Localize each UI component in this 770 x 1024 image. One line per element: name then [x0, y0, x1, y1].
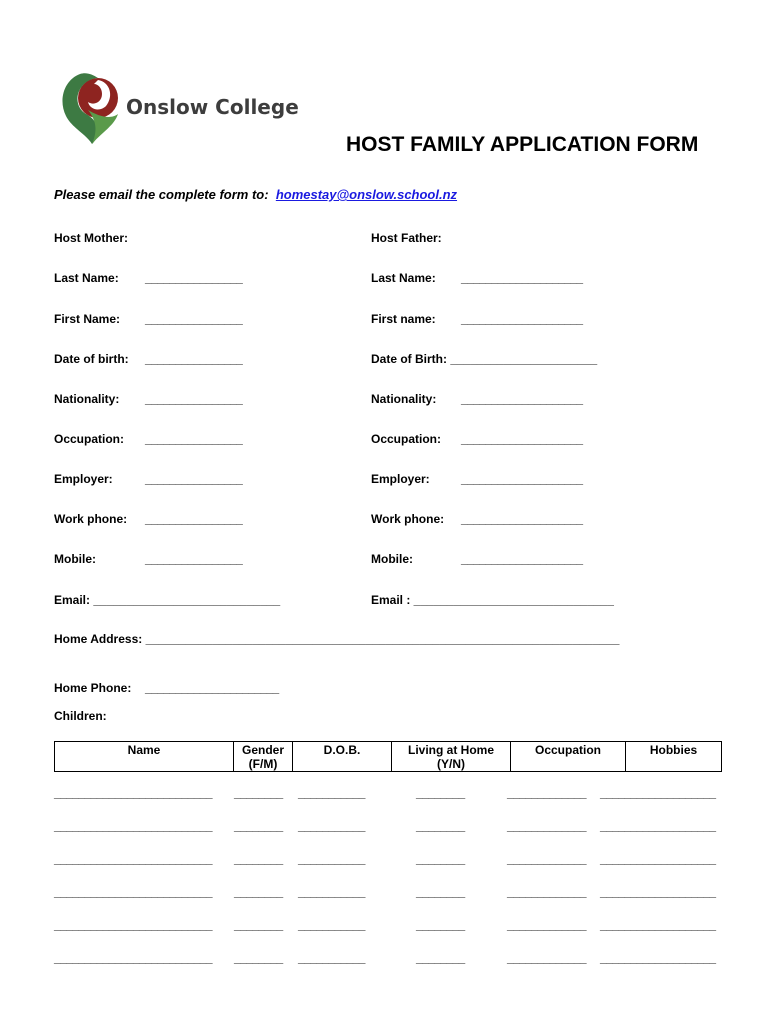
child-row-3-blank[interactable]: __________________________ — [54, 852, 212, 866]
col-header-hobbies: Hobbies — [626, 742, 722, 772]
father-field-blank[interactable]: ____________________ — [461, 512, 583, 526]
host-father-email-field[interactable]: Email : ______________________________ — [371, 593, 614, 607]
child-row-6-blank[interactable]: ___________ — [298, 951, 365, 965]
mother-field-blank[interactable]: ________________ — [145, 392, 243, 406]
father-field-label: Occupation: — [371, 432, 442, 446]
college-name: Onslow College — [126, 95, 299, 119]
child-row-3-blank[interactable]: ___________________ — [600, 852, 716, 866]
child-row-4-blank[interactable]: _____________ — [507, 885, 586, 899]
children-table — [54, 741, 722, 772]
mother-field-blank[interactable]: ________________ — [145, 512, 243, 526]
mother-field-label: Last Name: — [54, 271, 119, 285]
child-row-6-blank[interactable]: ________ — [416, 951, 465, 965]
host-mother-heading: Host Mother: — [54, 231, 128, 245]
mother-field-label: Employer: — [54, 472, 113, 486]
child-row-1-blank[interactable]: ___________ — [298, 786, 365, 800]
mother-field-blank[interactable]: ________________ — [145, 472, 243, 486]
mother-field-label: Work phone: — [54, 512, 128, 526]
father-field-blank[interactable]: ____________________ — [461, 312, 583, 326]
mother-field-blank[interactable]: ________________ — [145, 432, 243, 446]
mother-field-blank[interactable]: ________________ — [145, 312, 243, 326]
child-row-4-blank[interactable]: ________ — [416, 885, 465, 899]
child-row-1-blank[interactable]: ___________________ — [600, 786, 716, 800]
child-row-2-blank[interactable]: ___________ — [298, 819, 365, 833]
child-row-5-blank[interactable]: ___________________ — [600, 918, 716, 932]
child-row-2-blank[interactable]: ________ — [234, 819, 283, 833]
father-field-blank[interactable]: ____________________ — [461, 432, 583, 446]
mother-field-blank[interactable]: ________________ — [145, 352, 243, 366]
child-row-5-blank[interactable]: __________________________ — [54, 918, 212, 932]
host-mother-email-field[interactable]: Email: ____________________________ — [54, 593, 281, 607]
father-field-label: Date of Birth: ______________________ — [371, 352, 598, 366]
home-phone-blank[interactable]: ______________________ — [145, 681, 279, 695]
host-father-heading: Host Father: — [371, 231, 442, 245]
email-instruction — [54, 187, 457, 202]
child-row-1-blank[interactable]: ________ — [234, 786, 283, 800]
father-field-label: First name: — [371, 312, 436, 326]
col-header-occupation: Occupation — [511, 742, 626, 772]
child-row-3-blank[interactable]: ________ — [416, 852, 465, 866]
child-row-3-blank[interactable]: ___________ — [298, 852, 365, 866]
child-row-1-blank[interactable]: __________________________ — [54, 786, 212, 800]
father-field-label: Mobile: — [371, 552, 413, 566]
children-table-header-row — [55, 742, 722, 772]
child-row-5-blank[interactable]: _____________ — [507, 918, 586, 932]
child-row-3-blank[interactable]: _____________ — [507, 852, 586, 866]
father-field-label: Nationality: — [371, 392, 437, 406]
child-row-2-blank[interactable]: __________________________ — [54, 819, 212, 833]
mother-field-label: Date of birth: — [54, 352, 129, 366]
child-row-6-blank[interactable]: ________ — [234, 951, 283, 965]
child-row-1-blank[interactable]: _____________ — [507, 786, 586, 800]
father-field-label: Work phone: — [371, 512, 445, 526]
home-phone-label: Home Phone: — [54, 681, 132, 695]
mother-field-blank[interactable]: ________________ — [145, 271, 243, 285]
child-row-2-blank[interactable]: ___________________ — [600, 819, 716, 833]
child-row-5-blank[interactable]: ________ — [416, 918, 465, 932]
col-header-gender: Gender (F/M) — [234, 742, 293, 772]
mother-field-blank[interactable]: ________________ — [145, 552, 243, 566]
onslow-college-logo — [58, 70, 126, 146]
form-title: HOST FAMILY APPLICATION FORM — [346, 133, 699, 156]
mother-field-label: Mobile: — [54, 552, 96, 566]
father-field-label: Employer: — [371, 472, 430, 486]
children-label: Children: — [54, 709, 107, 723]
child-row-2-blank[interactable]: _____________ — [507, 819, 586, 833]
child-row-6-blank[interactable]: __________________________ — [54, 951, 212, 965]
email-link[interactable]: homestay@onslow.school.nz — [275, 187, 458, 202]
father-field-label: Last Name: — [371, 271, 436, 285]
home-address-field[interactable]: Home Address: _______________________________________________________________________ — [54, 632, 620, 646]
father-field-blank[interactable]: ____________________ — [461, 392, 583, 406]
col-header-dob: D.O.B. — [293, 742, 392, 772]
child-row-6-blank[interactable]: _____________ — [507, 951, 586, 965]
child-row-4-blank[interactable]: __________________________ — [54, 885, 212, 899]
father-field-blank[interactable]: ____________________ — [461, 472, 583, 486]
mother-field-label: First Name: — [54, 312, 121, 326]
col-header-name: Name — [55, 742, 234, 772]
child-row-4-blank[interactable]: ___________________ — [600, 885, 716, 899]
father-field-blank[interactable]: ____________________ — [461, 552, 583, 566]
father-field-blank[interactable]: ____________________ — [461, 271, 583, 285]
col-header-living-at-home: Living at Home (Y/N) — [392, 742, 511, 772]
child-row-5-blank[interactable]: ___________ — [298, 918, 365, 932]
mother-field-label: Occupation: — [54, 432, 125, 446]
child-row-4-blank[interactable]: ___________ — [298, 885, 365, 899]
child-row-6-blank[interactable]: ___________________ — [600, 951, 716, 965]
mother-field-label: Nationality: — [54, 392, 120, 406]
child-row-2-blank[interactable]: ________ — [416, 819, 465, 833]
child-row-5-blank[interactable]: ________ — [234, 918, 283, 932]
email-prompt: Please email the complete form to: — [54, 187, 269, 202]
child-row-3-blank[interactable]: ________ — [234, 852, 283, 866]
child-row-1-blank[interactable]: ________ — [416, 786, 465, 800]
child-row-4-blank[interactable]: ________ — [234, 885, 283, 899]
